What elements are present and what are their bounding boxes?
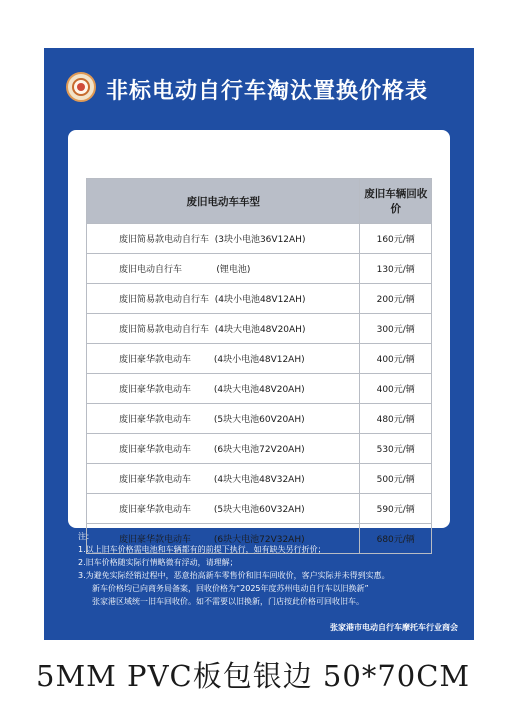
note-line: 1.以上旧车价格需电池和车辆都有的前提下执行，如有缺失另行折价； bbox=[78, 545, 326, 554]
notes-block bbox=[78, 530, 390, 608]
note-line: 2.旧车价格随实际行情略微有浮动，请理解； bbox=[78, 558, 238, 567]
row-price: 200元/辆 bbox=[360, 284, 432, 314]
row-price: 160元/辆 bbox=[360, 224, 432, 254]
row-price: 680元/辆 bbox=[360, 524, 432, 554]
note-line: 3.为避免实际经销过程中，恶意抬高新车零售价和旧车回收价，客户实际并未得到实惠。 bbox=[78, 571, 390, 580]
row-price: 530元/辆 bbox=[360, 434, 432, 464]
table-row bbox=[87, 254, 432, 284]
price-table-card bbox=[68, 130, 450, 545]
row-price: 400元/辆 bbox=[360, 344, 432, 374]
row-price: 500元/辆 bbox=[360, 464, 432, 494]
table-row bbox=[87, 314, 432, 344]
row-model: 废旧豪华款电动车 (4块小电池48V12AH) bbox=[87, 344, 360, 374]
table-row bbox=[87, 374, 432, 404]
table-row bbox=[87, 434, 432, 464]
row-price: 130元/辆 bbox=[360, 254, 432, 284]
row-model: 废旧豪华款电动车 (6块大电池72V20AH) bbox=[87, 434, 360, 464]
row-model: 废旧豪华款电动车 (5块大电池60V32AH) bbox=[87, 494, 360, 524]
note-line: 新车价格均已向商务局备案，回收价格为“2025年度苏州电动自行车以旧换新” bbox=[92, 584, 369, 593]
association-logo-icon bbox=[66, 72, 96, 102]
row-model: 废旧简易款电动自行车 (4块大电池48V20AH) bbox=[87, 314, 360, 344]
header-model: 废旧电动车车型 bbox=[87, 179, 360, 224]
row-model: 废旧简易款电动自行车 (3块小电池36V12AH) bbox=[87, 224, 360, 254]
row-model: 废旧豪华款电动车 (6块大电池72V32AH) bbox=[87, 524, 360, 554]
note-line: 张家港区域统一旧车回收价。如不需要以旧换新，门店按此价格可回收旧车。 bbox=[92, 597, 364, 606]
table-row bbox=[87, 494, 432, 524]
row-model: 废旧豪华款电动车 (5块大电池60V20AH) bbox=[87, 404, 360, 434]
row-price: 400元/辆 bbox=[360, 374, 432, 404]
price-poster bbox=[44, 48, 474, 640]
row-model: 废旧豪华款电动车 (4块大电池48V32AH) bbox=[87, 464, 360, 494]
row-model: 废旧电动自行车 (锂电池) bbox=[87, 254, 360, 284]
issuer-signature: 张家港市电动自行车摩托车行业商会 bbox=[330, 623, 458, 632]
row-price: 480元/辆 bbox=[360, 404, 432, 434]
table-header-row bbox=[87, 179, 432, 224]
price-table bbox=[86, 178, 432, 554]
row-price: 300元/辆 bbox=[360, 314, 432, 344]
logo-core bbox=[77, 83, 85, 91]
table-row bbox=[87, 404, 432, 434]
notes-label: 注： bbox=[78, 532, 94, 541]
row-model: 废旧简易款电动自行车 (4块小电池48V12AH) bbox=[87, 284, 360, 314]
table-row bbox=[87, 464, 432, 494]
product-caption: 5MM PVC板包银边 50*70CM bbox=[36, 659, 471, 693]
poster-title: 非标电动自行车淘汰置换价格表 bbox=[106, 79, 429, 104]
row-model: 废旧豪华款电动车 (4块大电池48V20AH) bbox=[87, 374, 360, 404]
row-price: 590元/辆 bbox=[360, 494, 432, 524]
table-row bbox=[87, 344, 432, 374]
table-row bbox=[87, 224, 432, 254]
table-row bbox=[87, 284, 432, 314]
header-price: 废旧车辆回收价 bbox=[360, 179, 432, 224]
